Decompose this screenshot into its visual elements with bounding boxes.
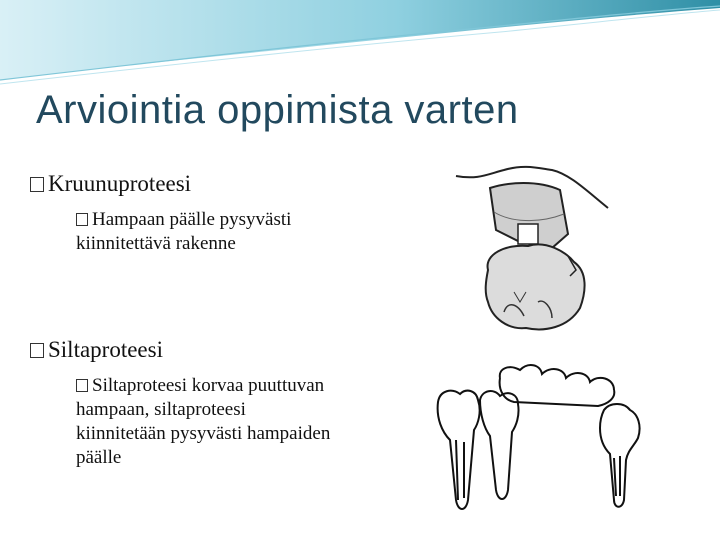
bullet-detail: Hampaan päälle pysyvästi kiinnitettävä rakenne <box>76 209 292 254</box>
bullet-marker-icon <box>76 379 88 392</box>
page-title: Arviointia oppimista varten <box>36 88 519 132</box>
bullet-heading: Kruunuproteesi <box>48 171 192 196</box>
bullet-marker-icon <box>30 177 44 192</box>
bullet-marker-icon <box>30 343 44 358</box>
sub-bullet-siltaproteesi <box>76 374 336 470</box>
bullet-marker-icon <box>76 213 88 226</box>
bullet-detail: Siltaproteesi korvaa puuttuvan hampaan, siltaproteesi kiinnitetään pysyvästi hampaiden päälle <box>76 375 331 468</box>
sub-bullet-kruunuproteesi <box>76 208 336 256</box>
bullet-kruunuproteesi <box>30 171 191 197</box>
dental-bridge-drawing <box>428 350 648 522</box>
header-wave-decoration <box>0 0 720 90</box>
bullet-siltaproteesi <box>30 337 163 363</box>
dental-crown-drawing <box>448 152 618 340</box>
bullet-heading: Siltaproteesi <box>48 337 163 362</box>
